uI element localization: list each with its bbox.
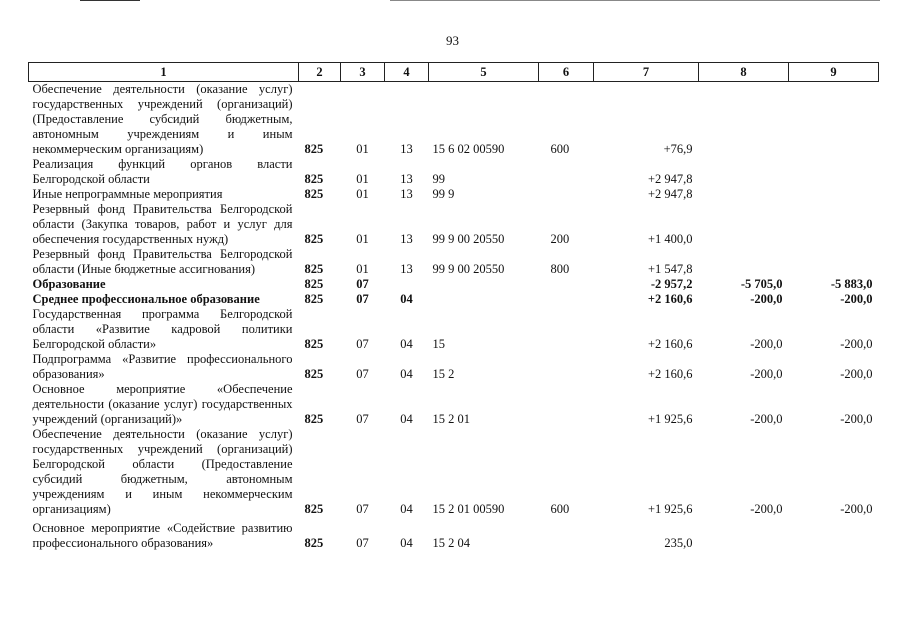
header-col-8: 8 (699, 63, 789, 82)
row-ministry-code: 825 (304, 502, 324, 516)
row-name: Образование (32, 277, 106, 291)
row-target-article: 99 9 00 20550 (432, 232, 505, 246)
row-value-col9: -200,0 (840, 367, 873, 381)
row-ministry-code: 825 (304, 262, 324, 276)
row-ministry-code: 825 (304, 412, 324, 426)
row-subsection: 13 (400, 142, 413, 156)
row-value-col7: 235,0 (664, 536, 693, 550)
row-subsection: 13 (400, 262, 413, 276)
row-subsection: 04 (400, 292, 413, 306)
row-section: 07 (356, 292, 369, 306)
row-name: Резервный фонд Правительства Белгородской области (Закупка товаров, работ и услуг для обеспечения государственных нужд) (32, 202, 293, 246)
row-ministry-code: 825 (304, 337, 324, 351)
row-name: Государственная программа Белгородской области «Развитие кадровой политики Белгородской области» (32, 307, 293, 351)
row-target-article: 15 6 02 00590 (432, 142, 505, 156)
row-section: 07 (356, 536, 369, 550)
row-ministry-code: 825 (304, 172, 324, 186)
row-expense-type (539, 292, 594, 307)
row-subsection: 13 (400, 187, 413, 201)
row-value-col7: -2 957,2 (650, 277, 693, 291)
row-target-article: 15 2 01 00590 (432, 502, 505, 516)
row-name: Обеспечение деятельности (оказание услуг) государственных учреждений (организаций) Белгородской области (Предоставление субсидий бюджетным, автономным учреждениям и иным некоммерческим организациям) (32, 427, 293, 516)
row-value-col7: +2 160,6 (647, 367, 693, 381)
row-expense-type: 600 (550, 502, 570, 516)
table-body (29, 82, 879, 552)
row-section: 01 (356, 142, 369, 156)
row-target-article (429, 292, 539, 307)
row-value-col7: +1 925,6 (647, 412, 693, 426)
row-value-col8 (699, 202, 789, 247)
row-section: 07 (356, 367, 369, 381)
table-row (29, 517, 879, 551)
row-subsection: 04 (400, 502, 413, 516)
header-col-1: 1 (29, 63, 299, 82)
row-subsection: 04 (400, 536, 413, 550)
row-section: 01 (356, 262, 369, 276)
row-ministry-code: 825 (304, 232, 324, 246)
row-value-col8: -200,0 (750, 412, 783, 426)
table-row (29, 157, 879, 187)
row-value-col8: -200,0 (750, 502, 783, 516)
row-value-col9: -200,0 (840, 412, 873, 426)
row-expense-type: 600 (550, 142, 570, 156)
table-row (29, 292, 879, 307)
row-subsection: 13 (400, 232, 413, 246)
row-expense-type (539, 352, 594, 382)
row-value-col9: -200,0 (840, 337, 873, 351)
row-value-col7: +2 160,6 (647, 292, 693, 306)
header-col-7: 7 (594, 63, 699, 82)
row-subsection: 13 (400, 172, 413, 186)
row-section: 01 (356, 172, 369, 186)
row-value-col7: +2 160,6 (647, 337, 693, 351)
row-value-col9: -200,0 (840, 502, 873, 516)
row-section: 07 (356, 412, 369, 426)
row-value-col9: -200,0 (840, 292, 873, 306)
row-expense-type: 200 (550, 232, 570, 246)
row-value-col8: -200,0 (750, 292, 783, 306)
row-value-col9 (789, 247, 879, 277)
row-subsection (385, 277, 429, 292)
table-row (29, 202, 879, 247)
row-target-article: 15 2 01 (432, 412, 470, 426)
row-ministry-code: 825 (304, 367, 324, 381)
table-row (29, 247, 879, 277)
header-col-2: 2 (299, 63, 341, 82)
table-row (29, 427, 879, 517)
row-target-article: 99 9 (432, 187, 455, 201)
row-target-article: 15 (432, 337, 445, 351)
row-value-col8 (699, 247, 789, 277)
row-ministry-code: 825 (304, 277, 324, 291)
row-value-col8: -200,0 (750, 367, 783, 381)
row-expense-type (539, 187, 594, 202)
row-target-article (429, 277, 539, 292)
row-name: Резервный фонд Правительства Белгородской области (Иные бюджетные ассигнования) (32, 247, 293, 276)
row-target-article: 99 9 00 20550 (432, 262, 505, 276)
row-expense-type (539, 307, 594, 352)
row-value-col8 (699, 187, 789, 202)
budget-table (28, 62, 879, 551)
row-expense-type (539, 277, 594, 292)
row-value-col7: +1 925,6 (647, 502, 693, 516)
header-col-5: 5 (429, 63, 539, 82)
row-section: 01 (356, 187, 369, 201)
row-subsection: 04 (400, 367, 413, 381)
row-ministry-code: 825 (304, 292, 324, 306)
row-section: 07 (356, 337, 369, 351)
table-row (29, 307, 879, 352)
row-value-col7: +1 400,0 (647, 232, 693, 246)
row-value-col9 (789, 82, 879, 158)
row-ministry-code: 825 (304, 142, 324, 156)
row-value-col9 (789, 517, 879, 551)
row-value-col7: +76,9 (663, 142, 693, 156)
row-target-article: 15 2 04 (432, 536, 470, 550)
table-row (29, 382, 879, 427)
row-expense-type (539, 382, 594, 427)
row-expense-type: 800 (550, 262, 570, 276)
row-value-col8 (699, 82, 789, 158)
row-ministry-code: 825 (304, 187, 324, 201)
row-value-col9 (789, 157, 879, 187)
row-section: 07 (356, 502, 369, 516)
header-col-3: 3 (341, 63, 385, 82)
row-name: Реализация функций органов власти Белгородской области (32, 157, 293, 186)
table-header-row (29, 63, 879, 82)
row-target-article: 99 (432, 172, 445, 186)
row-value-col9 (789, 187, 879, 202)
row-value-col8 (699, 157, 789, 187)
row-value-col8: -5 705,0 (740, 277, 783, 291)
row-value-col7: +2 947,8 (647, 172, 693, 186)
page-number: 93 (446, 33, 459, 48)
row-section: 07 (356, 277, 369, 291)
row-name: Подпрограмма «Развитие профессионального образования» (32, 352, 293, 381)
row-value-col9 (789, 202, 879, 247)
row-value-col8: -200,0 (750, 337, 783, 351)
row-subsection: 04 (400, 337, 413, 351)
row-value-col7: +2 947,8 (647, 187, 693, 201)
header-col-4: 4 (385, 63, 429, 82)
row-target-article: 15 2 (432, 367, 455, 381)
row-name: Основное мероприятие «Обеспечение деятельности (оказание услуг) государственных учреждений (организаций)» (32, 382, 293, 426)
row-value-col9: -5 883,0 (830, 277, 873, 291)
row-name: Иные непрограммные мероприятия (32, 187, 223, 201)
top-rule-left (80, 0, 140, 1)
header-col-6: 6 (539, 63, 594, 82)
table-row (29, 352, 879, 382)
header-col-9: 9 (789, 63, 879, 82)
row-name: Основное мероприятие «Содействие развитию профессионального образования» (32, 521, 293, 550)
row-name: Среднее профессиональное образование (32, 292, 260, 306)
table-row (29, 187, 879, 202)
row-section: 01 (356, 232, 369, 246)
row-name: Обеспечение деятельности (оказание услуг) государственных учреждений (организаций) (Предоставление субсидий бюджетным, автономным учреждениям и иным некоммерческим организациям) (32, 82, 293, 156)
row-ministry-code: 825 (304, 536, 324, 550)
table-row (29, 82, 879, 158)
top-rule-right (390, 0, 880, 1)
row-expense-type (539, 157, 594, 187)
table-row (29, 277, 879, 292)
row-subsection: 04 (400, 412, 413, 426)
row-expense-type (539, 517, 594, 551)
row-value-col7: +1 547,8 (647, 262, 693, 276)
row-value-col8 (699, 517, 789, 551)
